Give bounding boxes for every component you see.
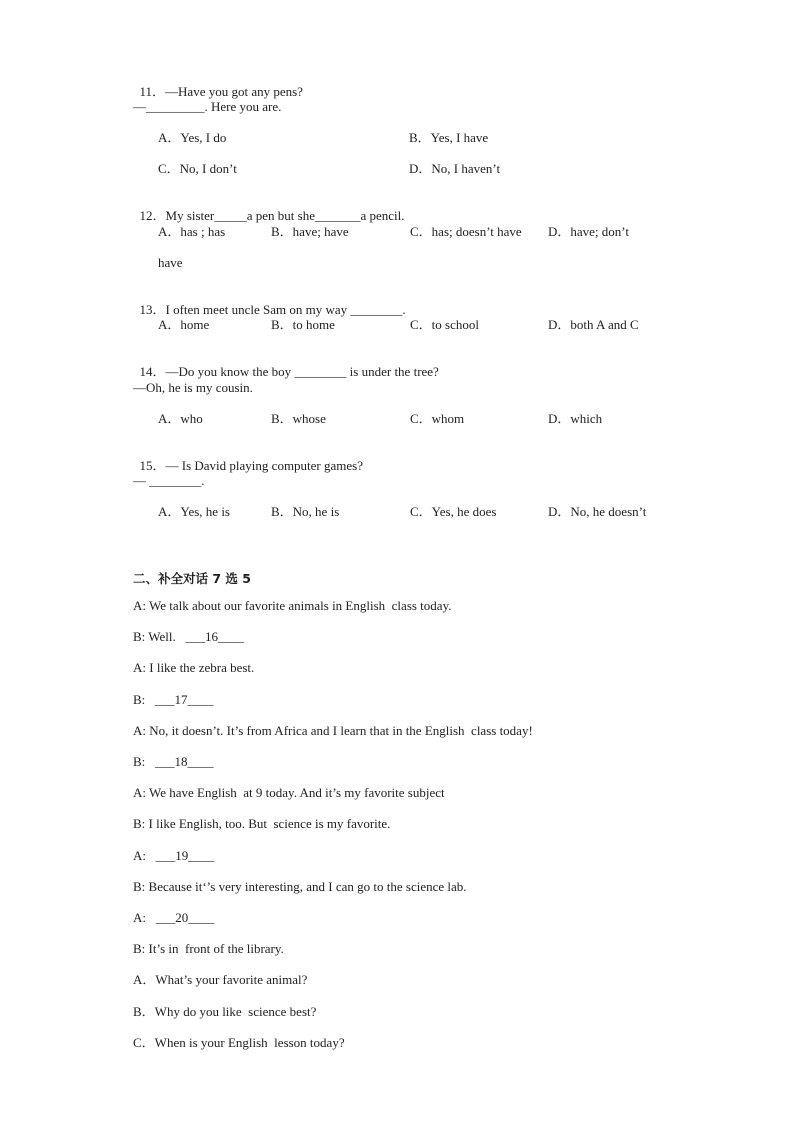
choice-b: B．Why do you like science best? <box>133 1004 317 1019</box>
dialogue-line: A: We talk about our favorite animals in English class today. <box>133 598 452 613</box>
answer-line: —_________. Here you are. <box>133 99 282 114</box>
option-c: C．has; doesn’t have <box>410 224 522 239</box>
dialogue-line: B: I like English, too. But science is my favorite. <box>133 816 391 831</box>
option-c: C．Yes, he does <box>410 504 497 519</box>
option-a: A．Yes, I do <box>158 130 227 145</box>
question-number: 15． <box>139 458 166 473</box>
dialogue-line: B: ___17____ <box>133 692 214 707</box>
option-a: A．Yes, he is <box>158 504 230 519</box>
option-c: C．No, I don’t <box>158 161 237 176</box>
question-stem: My sister_____a pen but she_______a pencil. <box>165 208 405 223</box>
dialogue-line: B: Because it‘’s very interesting, and I can go to the science lab. <box>133 879 467 894</box>
dialogue-line: A: No, it doesn’t. It’s from Africa and I learn that in the English class today! <box>133 723 533 738</box>
question-12 <box>133 192 405 224</box>
dialogue-line: A: ___19____ <box>133 848 215 863</box>
dialogue-line: A: ___20____ <box>133 910 215 925</box>
option-b: B．Yes, I have <box>409 130 489 145</box>
option-b: B．to home <box>271 317 335 332</box>
dialogue-line: B: ___18____ <box>133 754 214 769</box>
option-c: C．whom <box>410 411 465 426</box>
question-14 <box>133 348 439 380</box>
question-number: 11． <box>139 84 166 99</box>
question-number: 13． <box>139 302 166 317</box>
option-c: C．to school <box>410 317 479 332</box>
option-b: B．No, he is <box>271 504 340 519</box>
dialogue-line: A: We have English at 9 today. And it’s my favorite subject <box>133 785 445 800</box>
choice-a: A．What’s your favorite animal? <box>133 972 308 987</box>
question-stem: — Is David playing computer games? <box>165 458 363 473</box>
section-heading: 二、补全对话 7 选 5 <box>133 571 251 586</box>
option-d: D．which <box>548 411 603 426</box>
question-stem: —Do you know the boy ________ is under the tree? <box>165 364 439 379</box>
question-number: 14． <box>139 364 166 379</box>
option-d: D．both A and C <box>548 317 639 332</box>
answer-line: — ________. <box>133 473 205 488</box>
option-a: A．home <box>158 317 210 332</box>
option-a: A．who <box>158 411 203 426</box>
choice-c: C．When is your English lesson today? <box>133 1035 345 1050</box>
question-15 <box>133 442 363 474</box>
option-d: D．No, I haven’t <box>409 161 501 176</box>
question-number: 12． <box>139 208 166 223</box>
option-b: B．have; have <box>271 224 349 239</box>
option-a: A．has ; has <box>158 224 226 239</box>
option-b: B．whose <box>271 411 326 426</box>
option-d: D．No, he doesn’t <box>548 504 647 519</box>
question-stem: —Have you got any pens? <box>165 84 303 99</box>
question-13 <box>133 286 406 318</box>
dialogue-line: B: Well. ___16____ <box>133 629 245 644</box>
option-d: D．have; don’t <box>548 224 629 239</box>
answer-line: —Oh, he is my cousin. <box>133 380 253 395</box>
dialogue-line: B: It’s in front of the library. <box>133 941 284 956</box>
question-stem: I often meet uncle Sam on my way ________. <box>165 302 406 317</box>
question-11 <box>133 68 303 100</box>
dialogue-line: A: I like the zebra best. <box>133 660 255 675</box>
option-d-wrap: have <box>158 255 183 270</box>
